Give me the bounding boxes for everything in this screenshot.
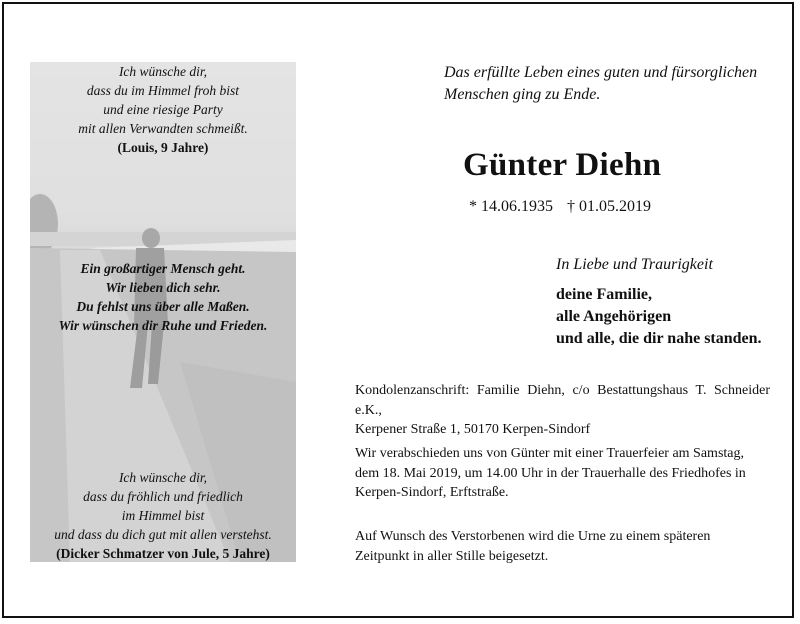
child-quote-louis <box>30 62 296 157</box>
paragraph-line: Auf Wunsch des Verstorbenen wird die Urne zu einem späteren <box>355 529 711 544</box>
mourners-list <box>556 284 762 350</box>
tribute-line: Wir lieben dich sehr. <box>105 280 221 295</box>
memorial-photo <box>30 62 296 562</box>
paragraph-line: dem 18. Mai 2019, um 14.00 Uhr in der Trauerhalle des Friedhofes in <box>355 465 746 481</box>
quote-author: (Dicker Schmatzer von Jule, 5 Jahre) <box>56 546 270 561</box>
quote-line: im Himmel bist <box>121 508 205 523</box>
paragraph-line: Kerpen-Sindorf, Erftstraße. <box>355 485 509 500</box>
quote-line: Ich wünsche dir, <box>118 64 208 79</box>
quote-line: und eine riesige Party <box>103 102 223 117</box>
intro-text <box>444 62 757 106</box>
tribute-line: Du fehlst uns über alle Maßen. <box>76 299 250 314</box>
quote-line: dass du im Himmel froh bist <box>86 83 240 98</box>
mourner-line: und alle, die dir nahe standen. <box>556 330 762 347</box>
quote-line: Ich wünsche dir, <box>118 470 208 485</box>
paragraph-line: Kondolenzanschrift: Familie Diehn, c/o Bestattungshaus T. Schneider e.K., <box>355 383 770 418</box>
mourner-line: alle Angehörigen <box>556 308 672 325</box>
quote-line: dass du fröhlich und friedlich <box>83 489 243 504</box>
child-quote-jule <box>30 468 296 562</box>
tribute-line: Ein großartiger Mensch geht. <box>80 261 246 276</box>
mourner-line: deine Familie, <box>556 286 652 303</box>
tribute-line: Wir wünschen dir Ruhe und Frieden. <box>58 318 268 333</box>
birth-date: * 14.06.1935 <box>469 198 553 215</box>
quote-line: und dass du dich gut mit allen verstehst. <box>54 527 272 542</box>
paragraph-line: Kerpener Straße 1, 50170 Kerpen-Sindorf <box>355 422 591 437</box>
funeral-info <box>355 444 770 503</box>
intro-line: Menschen ging zu Ende. <box>444 86 601 103</box>
condolence-address <box>355 381 770 440</box>
quote-line: mit allen Verwandten schmeißt. <box>78 121 248 136</box>
deceased-name: Günter Diehn <box>463 147 662 183</box>
paragraph-line: Wir verabschieden uns von Günter mit einer Trauerfeier am Samstag, <box>355 446 744 461</box>
quote-author: (Louis, 9 Jahre) <box>117 140 209 155</box>
urn-notice <box>355 527 770 566</box>
paragraph-line: Zeitpunkt in aller Stille beigesetzt. <box>355 548 549 564</box>
death-date: † 01.05.2019 <box>567 198 651 215</box>
mourning-phrase: In Liebe und Traurigkeit <box>556 256 713 273</box>
family-tribute <box>30 259 296 335</box>
life-dates <box>469 198 665 216</box>
intro-line: Das erfüllte Leben eines guten und fürsorglichen <box>444 64 758 81</box>
